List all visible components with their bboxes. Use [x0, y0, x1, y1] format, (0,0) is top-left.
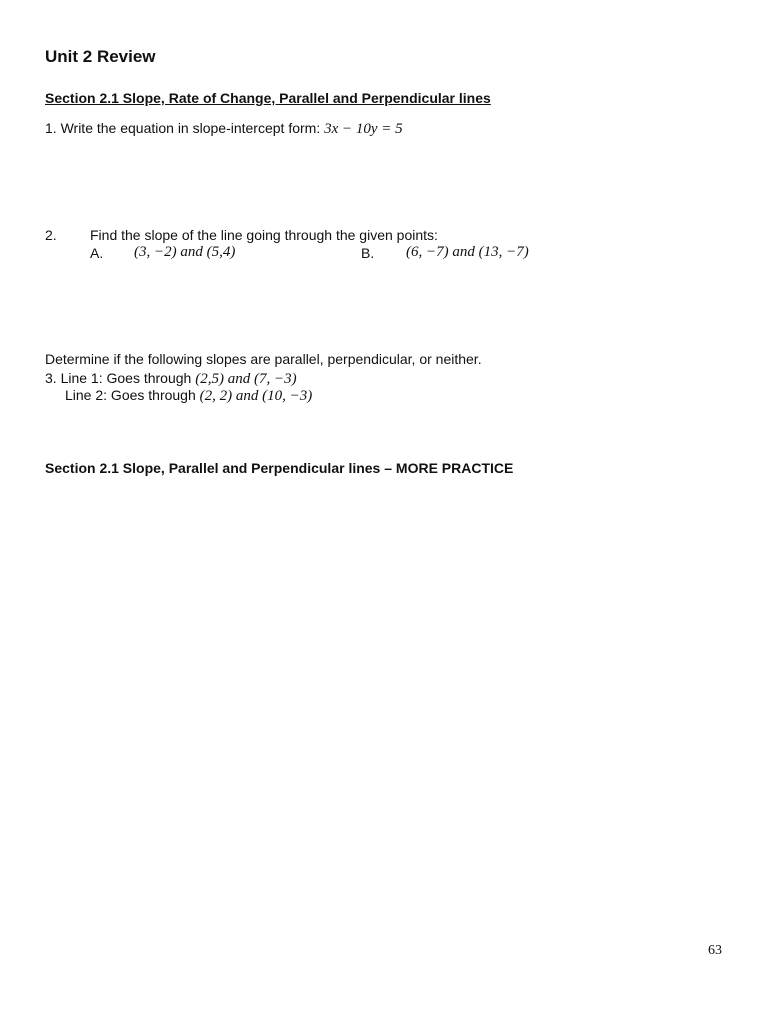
- question-2b-points: (6, −7) and (13, −7): [406, 244, 529, 260]
- question-3-line-2: [65, 387, 312, 405]
- question-1-text: 1. Write the equation in slope-intercept form:: [45, 120, 325, 136]
- section-heading-more-practice: Section 2.1 Slope, Parallel and Perpendicular lines – MORE PRACTICE: [45, 460, 514, 476]
- question-3-intro: Determine if the following slopes are parallel, perpendicular, or neither.: [45, 351, 482, 367]
- question-2-text: Find the slope of the line going through the given points:: [90, 227, 438, 243]
- question-1: [45, 120, 403, 138]
- question-3-line-1-text: 3. Line 1: Goes through: [45, 370, 196, 386]
- question-3-line-2-text: Line 2: Goes through: [65, 387, 200, 403]
- page-title: Unit 2 Review: [45, 47, 156, 66]
- question-3-line-2-points: (2, 2) and (10, −3): [199, 388, 313, 404]
- question-1-equation: 3x − 10y = 5: [324, 121, 403, 137]
- page-number: 63: [708, 943, 722, 958]
- question-3-line-1-points: (2,5) and (7, −3): [195, 371, 297, 387]
- question-2a-points: (3, −2) and (5,4): [134, 244, 236, 260]
- question-2-number: 2.: [45, 227, 57, 243]
- question-2a-label: A.: [90, 245, 104, 261]
- question-2b-label: B.: [361, 245, 375, 261]
- question-3-line-1: [45, 370, 297, 388]
- section-heading-2-1: Section 2.1 Slope, Rate of Change, Parallel and Perpendicular lines: [45, 90, 491, 106]
